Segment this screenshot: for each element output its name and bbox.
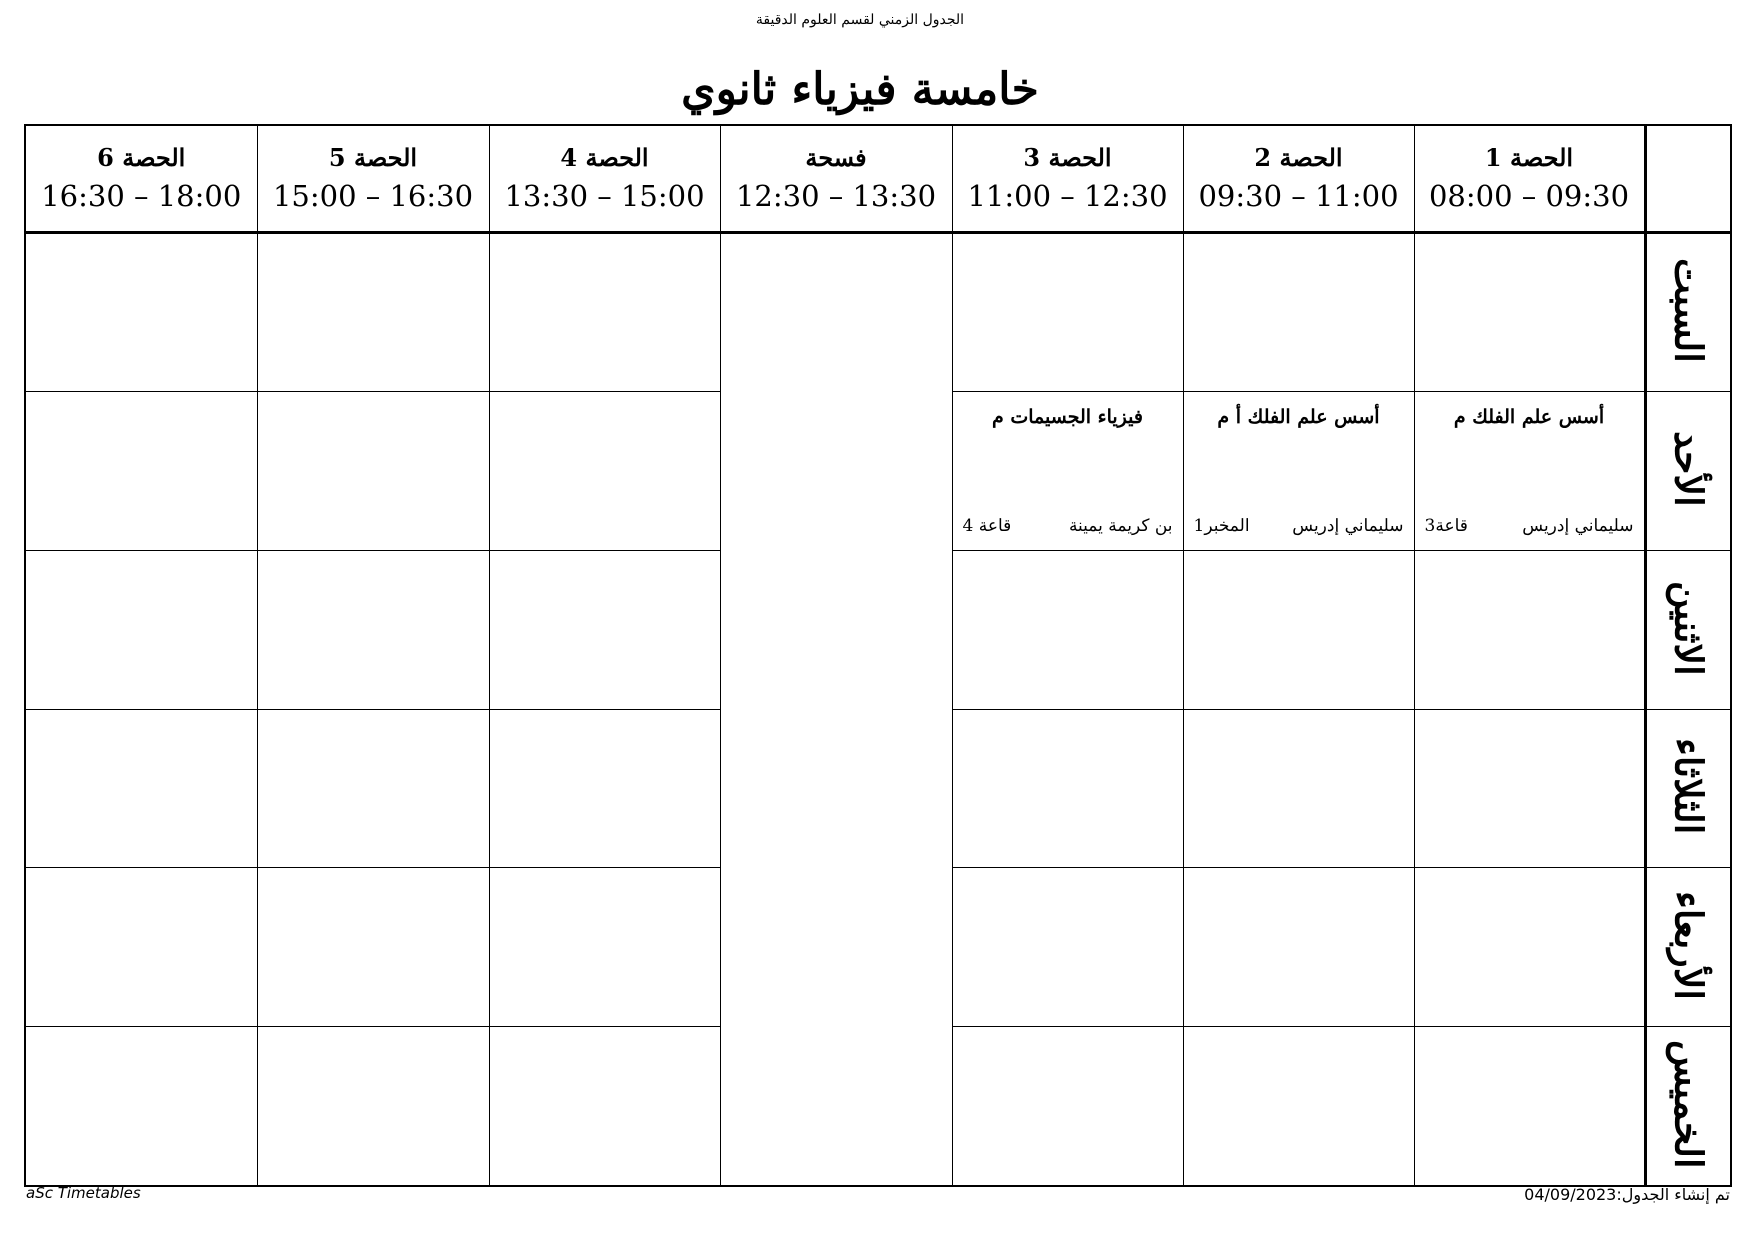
lesson-cell (952, 868, 1183, 1027)
period-header-5 (257, 125, 489, 232)
day-label-cell (1645, 709, 1731, 868)
lesson-room: المخبر1 (1193, 515, 1250, 536)
lesson-cell (25, 709, 257, 868)
period-time: 08:00 – 09:30 (1428, 179, 1630, 214)
day-label-cell (1645, 868, 1731, 1027)
lesson-cell (1183, 868, 1414, 1027)
lesson-cell (952, 550, 1183, 709)
lesson-cell (952, 1027, 1183, 1186)
day-label-cell (1645, 232, 1731, 392)
period-header-4 (489, 125, 720, 232)
lesson-subject: أسس علم الفلك أ م (1217, 406, 1380, 429)
lesson-cell (1183, 550, 1414, 709)
lesson-room: قاعة3 (1424, 515, 1468, 536)
period-label: الحصة 6 (97, 143, 186, 173)
lesson-cell (257, 550, 489, 709)
day-name: الاثنين (1666, 580, 1712, 676)
lesson-cell (1183, 709, 1414, 868)
lesson-cell (1183, 232, 1414, 392)
timetable-grid (24, 124, 1732, 1187)
lesson-teacher: سليماني إدريس (1522, 515, 1634, 536)
department-subtitle: الجدول الزمني لقسم العلوم الدقيقة (755, 12, 965, 28)
period-time: 13:30 – 15:00 (504, 179, 705, 214)
day-name: الأربعاء (1666, 890, 1712, 1000)
lesson-cell (489, 550, 720, 709)
lesson-cell (25, 232, 257, 392)
period-time: 16:30 – 18:00 (41, 179, 242, 214)
lesson-cell (25, 868, 257, 1027)
lesson-cell (1183, 392, 1414, 551)
lesson-teacher: بن كريمة يمينة (1068, 515, 1173, 536)
lesson-room: قاعة 4 (962, 515, 1012, 536)
period-label: الحصة 4 (560, 143, 649, 173)
period-time: 11:00 – 12:30 (967, 179, 1168, 214)
day-name: الخميس (1666, 1039, 1712, 1169)
day-row-saturday (25, 232, 1731, 392)
day-name: الأحد (1666, 431, 1712, 507)
lesson-cell (257, 709, 489, 868)
period-label: فسحة (805, 143, 867, 173)
lesson-cell (1183, 1027, 1414, 1186)
period-label: الحصة 2 (1254, 143, 1343, 173)
lesson-cell (489, 1027, 720, 1186)
day-label-cell (1645, 550, 1731, 709)
day-label-cell (1645, 392, 1731, 551)
lesson-cell (1414, 1027, 1645, 1186)
period-header-3 (952, 125, 1183, 232)
lesson-cell (489, 392, 720, 551)
header-row (25, 125, 1731, 232)
day-label-cell (1645, 1027, 1731, 1186)
lesson-subject: أسس علم الفلك م (1453, 406, 1605, 429)
period-label: الحصة 5 (328, 143, 418, 173)
period-header-1 (1414, 125, 1645, 232)
footer-brand: aSc Timetables (26, 1184, 141, 1202)
lesson-cell (1414, 392, 1645, 551)
lesson-cell (257, 392, 489, 551)
period-label: الحصة 3 (1023, 143, 1112, 173)
lesson-cell (1414, 232, 1645, 392)
lesson-cell (489, 868, 720, 1027)
page-title: خامسة فيزياء ثانوي (681, 64, 1039, 115)
day-name: الثلاثاء (1666, 738, 1712, 835)
lesson-cell (1414, 709, 1645, 868)
day-name: السبت (1666, 257, 1712, 363)
lesson-cell (1414, 550, 1645, 709)
footer-created-date: تم إنشاء الجدول:04/09/2023 (1524, 1185, 1730, 1204)
lesson-cell (25, 1027, 257, 1186)
lesson-teacher: سليماني إدريس (1292, 515, 1404, 536)
lesson-cell (257, 868, 489, 1027)
period-time: 15:00 – 16:30 (272, 179, 474, 214)
lesson-cell (257, 232, 489, 392)
lesson-cell (1414, 868, 1645, 1027)
period-header-6 (25, 125, 257, 232)
corner-cell (1645, 125, 1731, 232)
lesson-cell (257, 1027, 489, 1186)
break-header (720, 125, 952, 232)
lesson-cell (952, 392, 1183, 551)
lesson-cell (489, 232, 720, 392)
lesson-subject: فيزياء الجسيمات م (992, 406, 1143, 429)
period-time: 12:30 – 13:30 (735, 179, 937, 214)
break-column (720, 232, 952, 1186)
lesson-cell (489, 709, 720, 868)
period-header-2 (1183, 125, 1414, 232)
period-label: الحصة 1 (1484, 143, 1574, 173)
lesson-cell (25, 392, 257, 551)
lesson-cell (952, 709, 1183, 868)
lesson-cell (25, 550, 257, 709)
lesson-cell (952, 232, 1183, 392)
period-time: 09:30 – 11:00 (1198, 179, 1399, 214)
